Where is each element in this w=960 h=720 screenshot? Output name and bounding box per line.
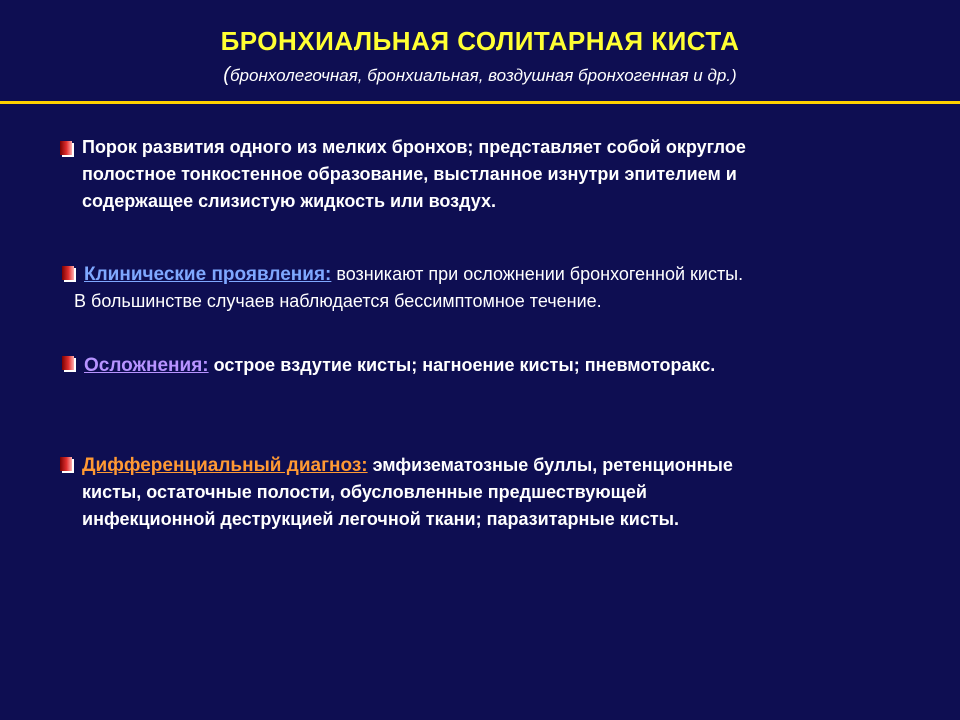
definition-line: содержащее слизистую жидкость или воздух. xyxy=(82,191,497,211)
bullet-icon xyxy=(60,141,72,155)
differential-line: инфекционной деструкцией легочной ткани; паразитарные кисты. xyxy=(82,509,680,529)
complications-heading: Осложнения: xyxy=(84,355,209,376)
bullet-icon xyxy=(62,266,74,280)
complications-text: острое вздутие кисты; нагноение кисты; пневмоторакс. xyxy=(208,355,716,375)
definition-paragraph xyxy=(82,134,902,215)
clinical-paragraph xyxy=(84,261,924,288)
differential-paragraph xyxy=(82,452,922,533)
bullet-icon xyxy=(60,457,72,471)
subtitle-text: бронхолегочная, бронхиальная, воздушная бронхогенная и др.) xyxy=(229,66,737,85)
slide-subtitle xyxy=(0,64,960,87)
title-divider xyxy=(0,101,960,104)
complications-paragraph xyxy=(84,352,924,379)
slide-title: БРОНХИАЛЬНАЯ СОЛИТАРНАЯ КИСТА xyxy=(220,26,740,56)
bullet-icon xyxy=(62,356,74,370)
differential-heading: Дифференциальный диагноз: xyxy=(82,455,368,476)
clinical-line xyxy=(84,261,924,288)
clinical-text: возникают при осложнении бронхогенной кисты. xyxy=(331,264,744,284)
definition-line: Порок развития одного из мелких бронхов; представляет собой округлое xyxy=(82,137,746,157)
clinical-paragraph-2: В большинстве случаев наблюдается бессимптомное течение. xyxy=(74,291,602,311)
subtitle-paren: ( xyxy=(223,64,230,86)
definition-line: полостное тонкостенное образование, выстланное изнутри эпителием и xyxy=(82,164,737,184)
differential-line: кисты, остаточные полости, обусловленные предшествующей xyxy=(82,482,647,502)
differential-text: эмфизематозные буллы, ретенционные xyxy=(367,455,733,475)
differential-line xyxy=(82,452,922,479)
clinical-heading: Клинические проявления: xyxy=(84,264,332,285)
